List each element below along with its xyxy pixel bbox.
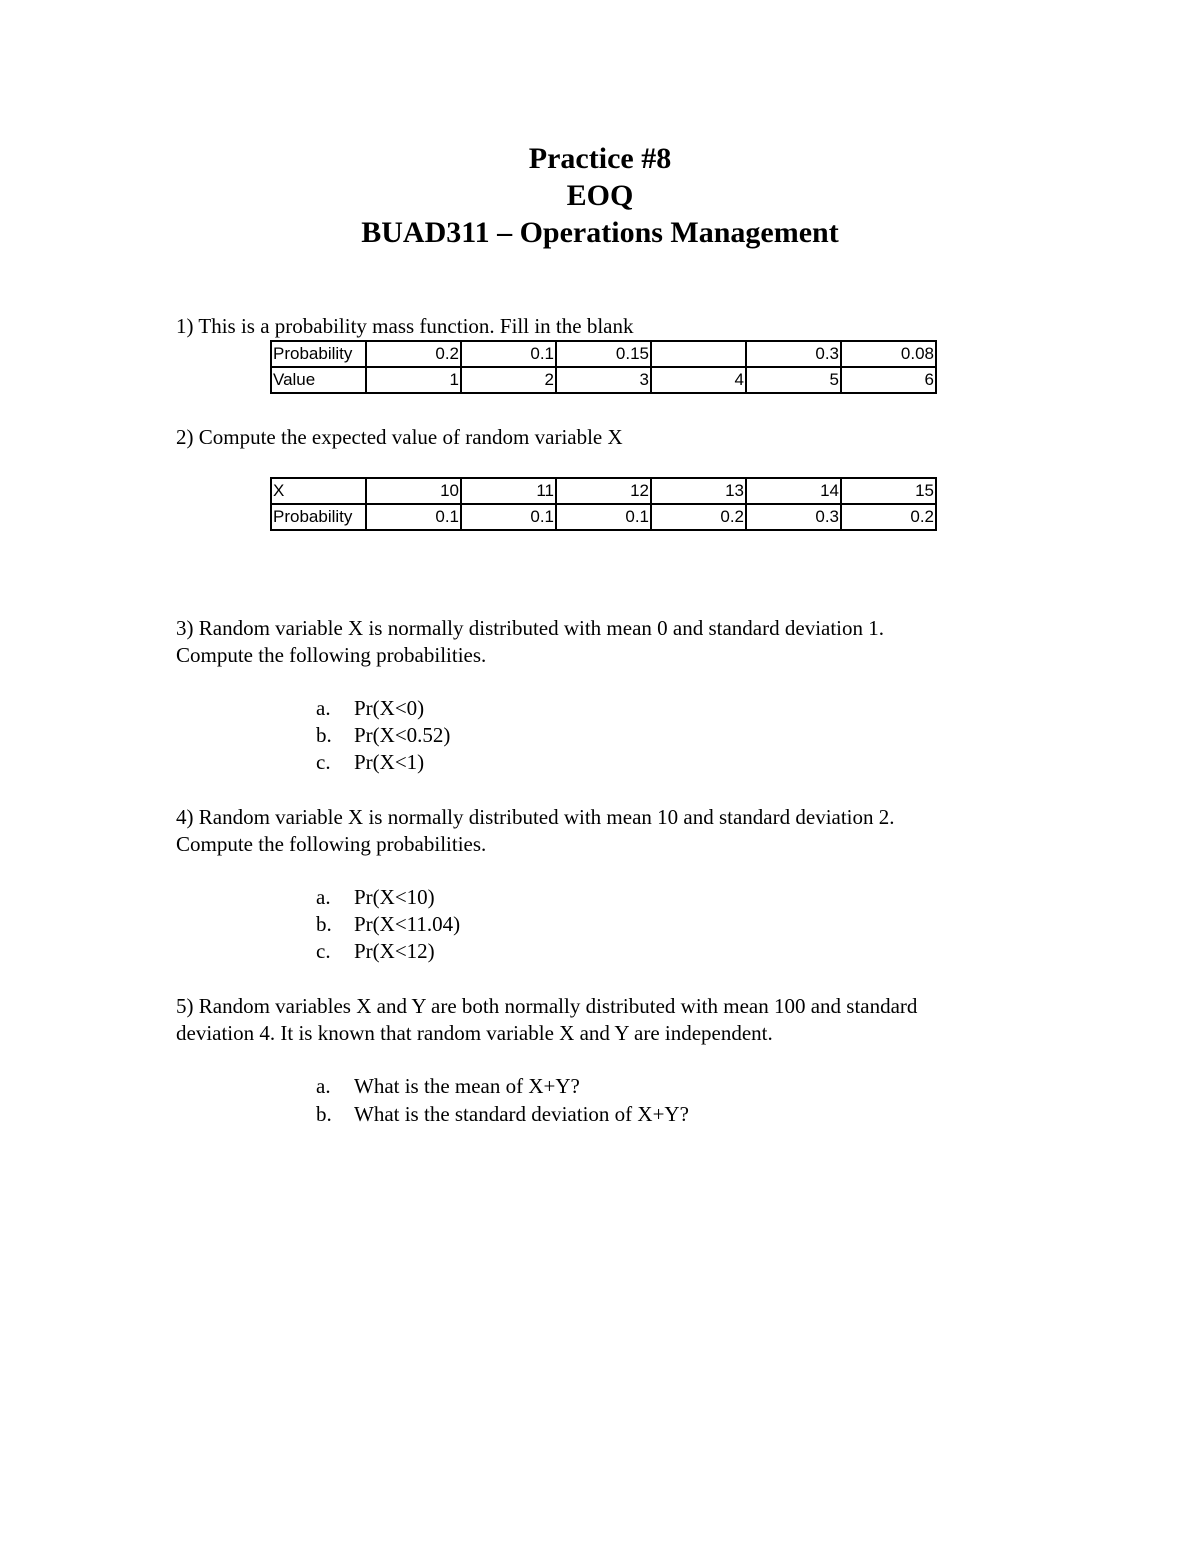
item-text: Pr(X<10): [354, 885, 435, 909]
title-line: BUAD311 – Operations Management: [361, 216, 839, 249]
item-text: Pr(X<1): [354, 750, 425, 774]
table-cell: 12: [556, 478, 651, 504]
table-row: [271, 367, 936, 393]
table-cell: 4: [651, 367, 746, 393]
item-text: What is the standard deviation of X+Y?: [354, 1102, 689, 1126]
question-1-text: 1) This is a probability mass function. Fill in the blank: [176, 314, 634, 338]
expected-value-table: [270, 477, 937, 531]
table-cell: 0.2: [841, 504, 936, 530]
table-cell: 10: [366, 478, 461, 504]
list-item: [316, 1073, 580, 1100]
item-label: c.: [316, 939, 331, 963]
pmf-table: [270, 340, 937, 394]
item-text: Pr(X<11.04): [354, 912, 461, 936]
item-text: Pr(X<12): [354, 939, 435, 963]
document-title: [0, 140, 1200, 251]
list-item: [316, 1101, 689, 1128]
list-item: [316, 749, 424, 776]
table-cell: 15: [841, 478, 936, 504]
table-cell: 11: [461, 478, 556, 504]
table-cell: 0.2: [366, 341, 461, 367]
item-label: b.: [316, 723, 332, 747]
table-cell: X: [271, 478, 366, 504]
table-cell: 0.1: [461, 504, 556, 530]
table-cell: 0.3: [746, 341, 841, 367]
question-3-line-2: Compute the following probabilities.: [176, 643, 487, 667]
question-3-line-1: 3) Random variable X is normally distributed with mean 0 and standard deviation 1.: [176, 616, 885, 640]
table-cell: 5: [746, 367, 841, 393]
blank-cell[interactable]: [651, 341, 746, 367]
title-line: EOQ: [566, 179, 634, 212]
question-4-line-2: Compute the following probabilities.: [176, 832, 487, 856]
table-cell: 0.2: [651, 504, 746, 530]
title-line: Practice #8: [528, 142, 672, 175]
table-cell: Probability: [271, 504, 366, 530]
item-label: a.: [316, 885, 331, 909]
table-cell: 0.15: [556, 341, 651, 367]
table-cell: 0.1: [556, 504, 651, 530]
table-row: [271, 504, 936, 530]
list-item: [316, 695, 424, 722]
item-label: a.: [316, 696, 331, 720]
table-cell: 2: [461, 367, 556, 393]
list-item: [316, 884, 435, 911]
item-label: c.: [316, 750, 331, 774]
item-text: What is the mean of X+Y?: [354, 1074, 580, 1098]
table-row: [271, 478, 936, 504]
table-cell: 0.08: [841, 341, 936, 367]
table-cell: 14: [746, 478, 841, 504]
list-item: [316, 938, 435, 965]
item-label: b.: [316, 912, 332, 936]
table-cell: 3: [556, 367, 651, 393]
question-4-line-1: 4) Random variable X is normally distributed with mean 10 and standard deviation 2.: [176, 805, 895, 829]
table-cell: 1: [366, 367, 461, 393]
table-cell: 6: [841, 367, 936, 393]
question-5-line-2: deviation 4. It is known that random variable X and Y are independent.: [176, 1021, 773, 1045]
item-text: Pr(X<0.52): [354, 723, 451, 747]
list-item: [316, 722, 450, 749]
table-cell: 13: [651, 478, 746, 504]
item-label: a.: [316, 1074, 331, 1098]
item-label: b.: [316, 1102, 332, 1126]
table-row: [271, 341, 936, 367]
list-item: [316, 911, 460, 938]
item-text: Pr(X<0): [354, 696, 425, 720]
table-cell: 0.3: [746, 504, 841, 530]
table-cell: 0.1: [366, 504, 461, 530]
question-5-line-1: 5) Random variables X and Y are both normally distributed with mean 100 and standard: [176, 994, 918, 1018]
table-cell: Probability: [271, 341, 366, 367]
table-cell: Value: [271, 367, 366, 393]
question-2-text: 2) Compute the expected value of random variable X: [176, 425, 623, 449]
table-cell: 0.1: [461, 341, 556, 367]
